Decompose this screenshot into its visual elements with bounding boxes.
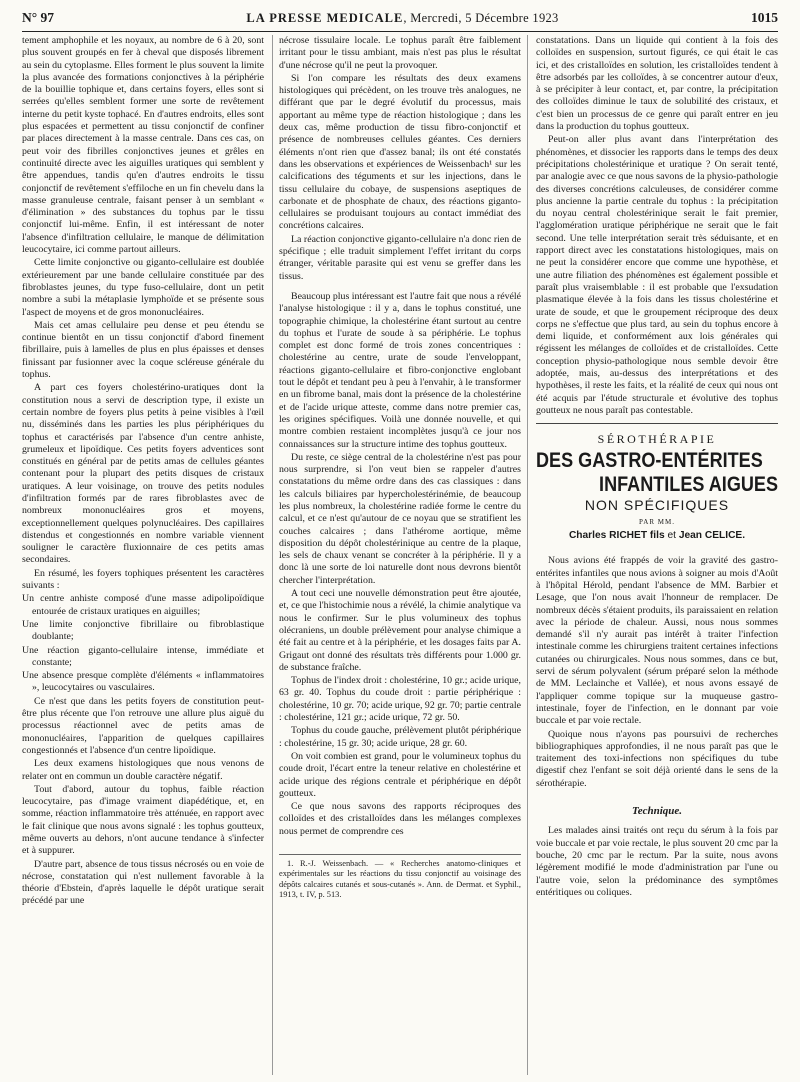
paragraph: La réaction conjonctive giganto-cellulaire n'a donc rien de spécifique ; elle traduit simplement l'effet irritant du corps étranger, véritable parasite qui est venu se greffer dans les tissus. — [279, 233, 521, 282]
paragraph: nécrose tissulaire locale. Le tophus paraît être faiblement irritant pour le tissu ambiant, mais n'est pas plus le résultat d'une nécrose qu'il ne peut la provoquer. — [279, 35, 521, 71]
paragraph: A tout ceci une nouvelle démonstration peut être ajoutée, et, ce que l'histochimie nous a révélé, la chimie analytique va nous le confirmer. Sur le plus volumineux des tophus olécraniens, un double prélèvement pour analyse chimique a été fait au centre et à la périphérie, et les dosages faits par A. Grigaut ont donné des résultats très différents pour 1.000 gr. de substance fraîche. — [279, 588, 521, 673]
list-item: Une absence presque complète d'éléments « inflammatoires », leucocytaires ou vasculaires. — [22, 670, 264, 694]
article-subtitle: NON SPÉCIFIQUES — [584, 496, 730, 513]
paragraph: Ce n'est que dans les petits foyers de constitution peut-être plus récente que l'on retrouve une allure plus aiguë du processus réactionnel avec de petits amas de mononucléaires, l'apparition de quelques capillaires congestionnés et l'absence d'un centre lipoïdique. — [22, 695, 264, 756]
column-middle — [272, 35, 528, 1075]
article-title-line-1: DES GASTRO-ENTÉRITES — [536, 448, 763, 472]
paragraph: Tophus de l'index droit : cholestérine, 10 gr.; acide urique, 63 gr. 40. Tophus du coude droit : partie périphérique : cholestérine, 10 gr. 70; acide urique, 92 gr. 70; partie centrale : cholestérine, 121 gr.; acide urique, 72 gr. 50. — [279, 675, 521, 724]
article-title-line-2: INFANTILES AIGUES — [599, 472, 778, 496]
paragraph: Du reste, ce siège central de la cholestérine n'est pas pour nous surprendre, si l'on veut bien se rappeler d'autres constatations du même ordre dans des cas classiques : dans les calculs biliaires par hypercholestérinémie, de beaucoup les plus nombreux, la cholestérine radiée forme le centre du calcul, et ce n'est qu'autour de ce noyau que se stratifient les couches calcaires ; dans l'athérome aortique, même disposition du dépôt cholestérinique au centre de la plaque, les sels de chaux venant se concréter à la périphérie. Il y a donc là une sorte de loi naturelle dont nous devrons bientôt chercher l'interprétation. — [279, 451, 521, 586]
paragraph: Nous avions été frappés de voir la gravité des gastro-entérites infantiles que nous avions à soigner au mois d'Août à l'hôpital Hérold, pendant l'absence de MM. Barbier et Lesage, que l'on nous avait l'honneur de remplacer. De nombreux décès s'étaient produits, ils paraissaient en relation avec la période de chaleur. Aussi, nous nous sommes demandé s'il n'y aurait pas intérêt à traiter l'infection intestinale comme les chirurgiens traitent certaines infections cutanées ou chirurgicales. Nous nous sommes, dans ce but, servi de sérum polyvalent (sérum préparé selon la méthode de MM. Leclainche et Vallée), et nous avons essayé de l'appliquer comme topique sur la muqueuse gastro-intestinale, foyer de l'infection, en le donnant par voie buccale et par voie rectale. — [536, 555, 778, 727]
issue-date: , Mercredi, 5 Décembre 1923 — [403, 11, 559, 25]
paragraph: En résumé, les foyers tophiques présentent les caractères suivants : — [22, 567, 264, 592]
paragraph: On voit combien est grand, pour le volumineux tophus du coude droit, l'écart entre la teneur relative en cholestérine et acide urique des régions centrale et périphérique en dépôt goutteux. — [279, 750, 521, 799]
author-conjunction: et — [667, 530, 676, 542]
paragraph: Peut-on aller plus avant dans l'interprétation des phénomènes, et dissocier les rapports dans le temps des deux précipitations cholestérinique et uratique ? On serait tenté, par analogie avec ce que nous savons de la physio-pathologie des diverses concrétions calculeuses, de considérer comme plus ancienne la partie centrale du tophus : la précipitation du noyau central cholestérinique serait le fait premier, l'agglomération uratique périphérique ne serait que le fait second. Une telle interprétation serait très séduisante, et en rapport direct avec les constatations histologiques, mais on ne peut la considérer encore que comme une hypothèse, et une autre filiation des phénomènes est également possible et paraît plus vraisemblable : il est probable que l'exsudation plasmatique élevée à la fois dans les tissus cholestérine et urate de soude, et que le groupement réciproque des deux corps ne s'effectue que plus tard, au sein du tophus encore à demi liquide, et conformément aux lois générales qui régissent les mélanges de colloïdes et de cristalloïdes. Cette conception physio-pathologique nous semble devoir être adoptée, mais, au-dessus des interprétations et des hypothèses, il reste les faits, et la réalité de ceux qui nous ont été acquis par l'étude structurale et évolutive des tophus goutteux ne nous paraît pas contestable. — [536, 134, 778, 416]
footnote: 1. R.-J. Weissenbach. — « Recherches anatomo-cliniques et expérimentales sur les réactions du tissu conjonctif au voisinage des dépôts calcaires cutanés et sous-cutanés ». Ann. de Dermat. et Syphil., 1913, t. IV, p. 513. — [279, 859, 521, 900]
article-authors — [536, 530, 778, 542]
list-item: Une réaction giganto-cellulaire intense, immédiate et constante; — [22, 644, 264, 668]
column-right — [536, 35, 778, 1075]
article-kicker: SÉROTHÉRAPIE — [597, 432, 717, 447]
paragraph: Cette limite conjonctive ou giganto-cellulaire est doublée extérieurement par une bande cellulaire constituée par des fibroblastes jeunes, du type fuso-cellulaire, dont un petit nombre a subi la métaplasie lymphoïde et se présente sous l'aspect de moyens et de gros mononucléaires. — [22, 257, 264, 318]
page-number: 1015 — [750, 10, 778, 25]
paragraph: Beaucoup plus intéressant est l'autre fait que nous a révélé l'analyse histologique : il y a, dans le tophus constitué, une topographie chimique, la cholestérine étant surtout au centre du tophus et l'urate de soude à sa périphérie. Le tophus complet est donc formé de trois zones concentriques : cholestérine au centre, urate de soude l'enveloppant, réactions giganto-cellulaire et fibro-conjonctive englobant tout le dépôt et tendant peu à peu à l'envahir, à le transformer en un fibrome banal, mais dont la présence de la cholestérine et de l'acide urique atteste, comme dans notre premier cas, les origines spécifiques. Voilà une donnée nouvelle, et qui montre combien restaient incomplètes jusqu'à ce jour nos connaissances sur la structure intime des tophus goutteux. — [279, 290, 521, 450]
paragraph: D'autre part, absence de tous tissus nécrosés ou en voie de nécrose, constatation qui n'est nullement favorable à la théorie d'Ebstein, d'après laquelle le dépôt uratique serait précédé par une — [22, 858, 264, 907]
list-item: Une limite conjonctive fibrillaire ou fibroblastique doublante; — [22, 618, 264, 643]
journal-masthead — [246, 11, 558, 26]
paragraph: Tout d'abord, autour du tophus, faible réaction leucocytaire, pas d'image vraiment diapédétique, et, en somme, réaction inflammatoire très atténuée, en rapport avec le fait clinique que nous avons signalé : les tophus goutteux, même ouverts au dehors, n'ont aucune tendance à s'infecter et à suppurer. — [22, 783, 264, 857]
column-left — [22, 35, 264, 1075]
paragraph: Si l'on compare les résultats des deux examens histologiques qui précèdent, on les trouve très analogues, ne différant que par le degré évolutif du processus, mais apportant au même type de réaction histologique ; dans les deux cas, même production de tissu fibro-conjonctif et présence de nombreuses cellules géantes. Ces derniers éléments n'ont rien que d'assez banal; ils ont été constatés dans les observations et expériences de Weissenbach¹ sur les calcifications des téguments et sur les injections, dans le tissu cellulaire du cobaye, de suspensions aseptiques de carbonate et de phosphate de chaux, des réactions giganto-cellulaires se produisant toujours au contact immédiat des concrétions calcaires. — [279, 72, 521, 232]
paragraph: A part ces foyers cholestérino-uratiques dont la constitution nous a servi de description type, il existe un certain nombre de foyers plus petits à peine visibles à l'œil nu, disséminés dans les parties les plus périphériques du tophus et caractérisés par l'absence d'un centre anhiste, grumeleux et lipoïdique. Ces petits foyers adventices sont constitués en général par de petits amas de cellules géantes contenant pour la plupart des petits disques de cristaux uratiques. A leur voisinage, on trouve des petits nodules d'infiltration formés par de rares fibroblastes avec de nombreux mononucléaires gros et moyens, exceptionnellement quelques polynucléaires. Des capillaires distendus et congestionnés en nombre variable viennent souligner le caractère fluxionnaire de ces petits amas secondaires. — [22, 382, 264, 566]
section-heading: Technique. — [631, 805, 682, 818]
paragraph: Les deux examens histologiques que nous venons de relater ont en commun un double caractère négatif. — [22, 758, 264, 782]
page-header — [22, 10, 778, 32]
list-item: Un centre anhiste composé d'une masse adipolipoïdique entourée de cristaux uratiques en aiguilles; — [22, 593, 264, 617]
text-columns — [22, 35, 778, 1075]
paragraph: Ce que nous savons des rapports réciproques des colloïdes et des cristalloïdes dans les mélanges complexes nous permet de comprendre ces — [279, 801, 521, 837]
paragraph: Mais cet amas cellulaire peu dense et peu étendu se continue bientôt en un tissu conjonctif d'abord finement fibrillaire, puis à lamelles de plus en plus épaisses et denses finissant par fusionner avec la coque scléreuse générale du tophus. — [22, 319, 264, 381]
paragraph: Quoique nous n'ayons pas poursuivi de recherches bibliographiques approfondies, il ne nous paraît pas que le traitement des toxi-infections non spécifiques du tube digestif chez l'enfant se soit déjà orienté dans le sens de la sérothérapie. — [536, 728, 778, 789]
issue-number: N° 97 — [22, 10, 55, 25]
byline-prefix: PAR MM. — [639, 517, 675, 526]
journal-title: LA PRESSE MEDICALE — [246, 11, 404, 25]
paragraph: Les malades ainsi traités ont reçu du sérum à la fois par voie buccale et par voie rectale, le plus souvent 20 cmc par la bouche, 20 cmc par le rectum. Par la suite, nous avons légèrement modifié le mode d'administration par l'une ou l'autre voie, selon la prédominance des symptômes entéritiques ou coliques. — [536, 825, 778, 898]
paragraph: constatations. Dans un liquide qui contient à la fois des colloïdes en suspension, surtout figurés, ce qui était le cas ici, et des cristalloïdes en solution, les cristalloïdes tendent à être adsorbés par les colloïdes, à se concentrer autour d'eux, à se précipiter à leur contact, et, par contre, la précipitation des colloïdes diminue le taux de solubilité des cristaux, et c'est bien un processus de ce genre qui paraît entrer en jeu dans la production du tophus goutteux. — [536, 35, 778, 133]
paragraph: tement amphophile et les noyaux, au nombre de 6 à 20, sont plus souvent groupés en fer à cheval que disposés librement au sein du cytoplasme. Elles forment le plus souvent la limite la plus avancée des formations conjonctives à la périphérie de la bouillie tophique et, dans certains foyers, elles sont si serrées qu'elles semblent former une sorte de revêtement interne du petit kyste tophacé. En d'autres endroits, elles sont plus espacées et permettent au tissu conjonctif de confiner par places directement à la masse centrale. Dans ces cas, on peut voir des fibrilles conjonctives jeunes et grêles en continuité directe avec les aiguilles uratiques qui semblent y être appendues, tandis qu'en d'autres endroits le tissu conjonctif de revêtement s'effiloche en un fin chevelu dans la masse granuleuse centrale, faisant penser à un semblant « d'élimination » des substances du tophus par le tissu conjonctif lui-même. Enfin, il est intéressant de noter l'absence d'infiltration cellulaire, le manque de délimitation leucocytaire, ici comme partout ailleurs. — [22, 35, 264, 256]
article-divider — [536, 423, 778, 424]
footnotes — [279, 854, 521, 901]
paragraph: Tophus du coude gauche, prélèvement plutôt périphérique : cholestérine, 15 gr. 30; acide urique, 28 gr. 60. — [279, 725, 521, 749]
author-2: Jean CELICE. — [678, 530, 746, 542]
author-1: Charles RICHET fils — [568, 530, 665, 542]
